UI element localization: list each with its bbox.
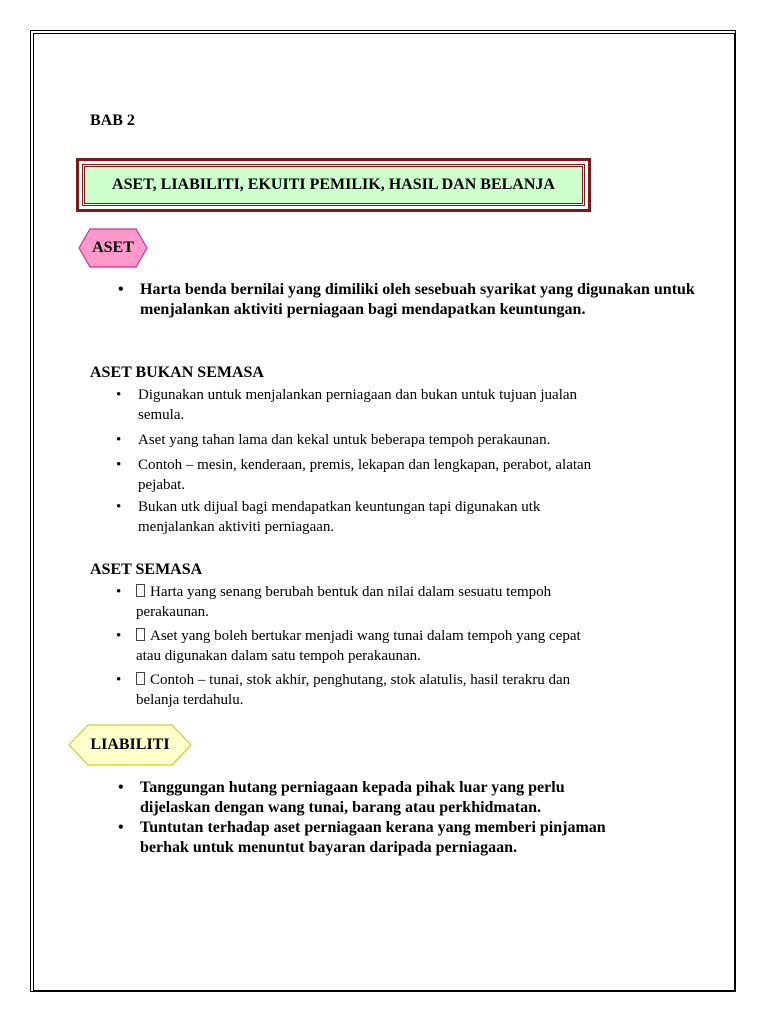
list-item-line: belanja terdahulu.: [136, 692, 244, 708]
bullet-icon: •: [116, 672, 122, 688]
list-item: [116, 385, 698, 425]
liabiliti-hexagon: [68, 724, 192, 766]
list-item-line: perakaunan.: [136, 604, 209, 620]
aset-hexagon: [78, 228, 148, 268]
list-item-line: Bukan utk dijual bagi mendapatkan keuntungan tapi digunakan utk: [138, 499, 541, 515]
list-item: [116, 670, 696, 710]
list-item-line: dijelaskan dengan wang tunai, barang atau perkhidmatan.: [140, 799, 541, 816]
bullet-icon: •: [116, 387, 122, 403]
list-item-line: Tuntutan terhadap aset perniagaan kerana yang memberi pinjaman: [140, 819, 606, 836]
list-item: [118, 818, 700, 858]
list-item-line: Tanggungan hutang perniagaan kepada pihak luar yang perlu: [140, 779, 565, 796]
list-item-line: Aset yang tahan lama dan kekal untuk beberapa tempoh perakaunan.: [138, 432, 551, 448]
liabiliti-label: LIABILITI: [90, 736, 170, 753]
missing-glyph-icon: [136, 628, 145, 641]
aset-bukan-semasa-list: [116, 385, 698, 537]
list-item-line: Aset yang boleh bertukar menjadi wang tunai dalam tempoh yang cepat: [150, 628, 581, 644]
aset-definition-text: Harta benda bernilai yang dimiliki oleh sesebuah syarikat yang digunakan untuk menjalankan aktiviti perniagaan bagi mendapatkan keuntungan.: [140, 281, 695, 318]
list-item: [116, 430, 698, 450]
list-item: [116, 455, 698, 495]
bullet-icon: •: [116, 628, 122, 644]
bullet-icon: •: [118, 819, 124, 836]
bullet-icon: •: [118, 281, 124, 298]
list-item: [116, 497, 698, 537]
missing-glyph-icon: [136, 584, 145, 597]
list-item-line: semula.: [138, 407, 185, 423]
list-item-line: atau digunakan dalam satu tempoh perakaunan.: [136, 648, 421, 664]
list-item-line: Digunakan untuk menjalankan perniagaan dan bukan untuk tujuan jualan: [138, 387, 578, 403]
missing-glyph-icon: [136, 672, 145, 685]
aset-semasa-heading: ASET SEMASA: [90, 561, 203, 578]
list-item-line: Harta yang senang berubah bentuk dan nilai dalam sesuatu tempoh: [150, 584, 552, 600]
aset-semasa-list: [116, 582, 696, 710]
liabiliti-list: [118, 778, 700, 858]
list-item: [118, 280, 700, 320]
bullet-icon: •: [116, 457, 122, 473]
list-item-line: pejabat.: [138, 477, 186, 493]
list-item: [116, 582, 696, 622]
bullet-icon: •: [116, 499, 122, 515]
list-item-line: menjalankan aktiviti perniagaan.: [138, 519, 335, 535]
bullet-icon: •: [116, 432, 122, 448]
chapter-label: BAB 2: [90, 112, 135, 129]
bullet-icon: •: [118, 779, 124, 796]
bullet-icon: •: [116, 584, 122, 600]
page-title: ASET, LIABILITI, EKUITI PEMILIK, HASIL DAN BELANJA: [84, 166, 583, 204]
list-item: [116, 626, 696, 666]
list-item: [118, 778, 700, 818]
list-item-line: Contoh – mesin, kenderaan, premis, lekapan dan lengkapan, perabot, alatan: [138, 457, 592, 473]
list-item-line: Contoh – tunai, stok akhir, penghutang, stok alatulis, hasil terakru dan: [150, 672, 571, 688]
aset-definition-list: [118, 280, 700, 320]
list-item-line: berhak untuk menuntut bayaran daripada perniagaan.: [140, 839, 517, 856]
title-box: [76, 158, 591, 212]
aset-bukan-semasa-heading: ASET BUKAN SEMASA: [90, 364, 264, 381]
aset-label: ASET: [92, 239, 134, 256]
